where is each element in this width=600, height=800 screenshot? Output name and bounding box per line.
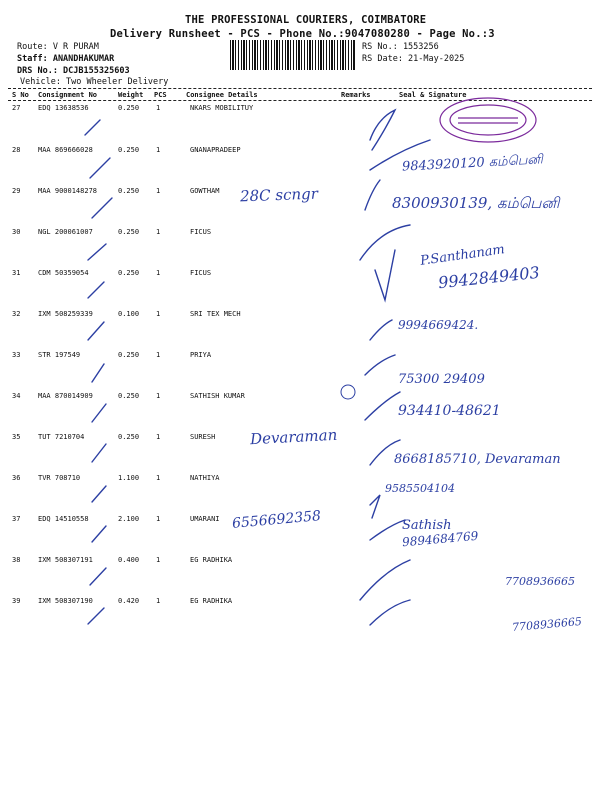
drs-number: DRS No.: DCJB155325603 xyxy=(17,66,130,76)
row-29-weight: 0.250 xyxy=(118,187,140,195)
row-34-sno: 34 xyxy=(12,392,21,400)
initials-circle xyxy=(341,385,355,399)
row-35-pcs: 1 xyxy=(156,433,161,441)
handwritten-phone-row-34: 934410-48621 xyxy=(398,403,501,419)
row-37-consignment: EDQ 14510558 xyxy=(38,515,89,523)
tick-mark xyxy=(92,364,104,382)
col-pcs: PCS xyxy=(154,91,167,99)
tick-mark xyxy=(88,322,104,340)
row-29-consignee: GOWTHAM xyxy=(190,187,220,195)
row-28-sno: 28 xyxy=(12,146,21,154)
row-31-consignment: CDM 50359054 xyxy=(38,269,89,277)
row-33-weight: 0.250 xyxy=(118,351,140,359)
handwritten-note-row-29: 28C scngr xyxy=(239,184,319,206)
col-weight: Weight xyxy=(118,91,144,99)
row-34-pcs: 1 xyxy=(156,392,161,400)
tick-mark xyxy=(90,158,110,178)
tick-mark xyxy=(88,282,104,298)
row-29-sno: 29 xyxy=(12,187,21,195)
row-27-pcs: 1 xyxy=(156,104,161,112)
row-28-weight: 0.250 xyxy=(118,146,140,154)
rs-number: RS No.: 1553256 xyxy=(362,42,439,52)
handwritten-name-row-31: P.Santhanam xyxy=(419,242,506,269)
row-27-sno: 27 xyxy=(12,104,21,112)
row-31-consignee: FICUS xyxy=(190,269,212,277)
handwritten-note-row-35: Devaraman xyxy=(249,425,338,449)
row-27-consignee: NKARS MOBILITUY xyxy=(190,104,254,112)
tick-mark xyxy=(92,486,106,502)
row-32-pcs: 1 xyxy=(156,310,161,318)
handwritten-phone-row-33: 75300 29409 xyxy=(398,372,485,387)
row-34-weight: 0.250 xyxy=(118,392,140,400)
row-38-pcs: 1 xyxy=(156,556,161,564)
row-32-consignment: IXM 508259339 xyxy=(38,310,93,318)
row-35-sno: 35 xyxy=(12,433,21,441)
col-consignment: Consignment No xyxy=(38,91,98,99)
row-38-consignment: IXM 508307191 xyxy=(38,556,93,564)
handwritten-phone-row-38: 7708936665 xyxy=(505,575,575,588)
row-38-consignee: EG RADHIKA xyxy=(190,556,233,564)
row-36-pcs: 1 xyxy=(156,474,161,482)
row-39-consignee: EG RADHIKA xyxy=(190,597,233,605)
row-28-consignee: GNANAPRADEEP xyxy=(190,146,241,154)
row-30-weight: 0.250 xyxy=(118,228,140,236)
row-27-consignment: EDQ 13638536 xyxy=(38,104,89,112)
row-35-consignee: SURESH xyxy=(190,433,216,441)
rs-date: RS Date: 21-May-2025 xyxy=(362,54,465,64)
row-34-consignment: MAA 870014909 xyxy=(38,392,93,400)
row-31-sno: 31 xyxy=(12,269,21,277)
col-consignee: Consignee Details xyxy=(186,91,258,99)
col-remarks: Remarks xyxy=(341,91,371,99)
row-28-pcs: 1 xyxy=(156,146,161,154)
row-30-sno: 30 xyxy=(12,228,21,236)
tick-mark xyxy=(90,568,106,585)
row-36-consignment: TVR 708710 xyxy=(38,474,81,482)
row-37-weight: 2.100 xyxy=(118,515,140,523)
row-39-pcs: 1 xyxy=(156,597,161,605)
tick-mark xyxy=(88,608,104,624)
handwritten-phone-row-37: 9894684769 xyxy=(401,528,479,550)
row-33-consignment: STR 197549 xyxy=(38,351,81,359)
row-33-consignee: PRIYA xyxy=(190,351,212,359)
row-36-consignee: NATHIYA xyxy=(190,474,220,482)
row-30-pcs: 1 xyxy=(156,228,161,236)
row-33-sno: 33 xyxy=(12,351,21,359)
runsheet-title: Delivery Runsheet - PCS - Phone No.:9047080280 - Page No.:3 xyxy=(110,28,495,40)
row-39-sno: 39 xyxy=(12,597,21,605)
handwritten-phone-row-32: 9994669424. xyxy=(398,318,479,332)
row-29-consignment: MAA 9000148278 xyxy=(38,187,98,195)
col-sno: S No xyxy=(12,91,29,99)
row-35-weight: 0.250 xyxy=(118,433,140,441)
handwritten-name-row-37: Sathish xyxy=(402,518,452,533)
tick-mark xyxy=(92,526,106,542)
handwritten-note-row-37: 6556692358 xyxy=(231,508,322,532)
route-label: Route: V R PURAM xyxy=(17,42,99,52)
tick-mark xyxy=(85,120,100,135)
row-35-consignment: TUT 7210704 xyxy=(38,433,85,441)
handwritten-phone-row-29: 8300930139, கம்பெனி xyxy=(392,194,560,212)
row-33-pcs: 1 xyxy=(156,351,161,359)
row-38-weight: 0.400 xyxy=(118,556,140,564)
row-39-weight: 0.420 xyxy=(118,597,140,605)
row-37-pcs: 1 xyxy=(156,515,161,523)
tick-mark xyxy=(92,198,112,218)
row-32-consignee: SRI TEX MECH xyxy=(190,310,241,318)
handwritten-phone-row-39: 7708936665 xyxy=(511,614,583,635)
row-37-consignee: UMARANI xyxy=(190,515,220,523)
vehicle-label: Vehicle: Two Wheeler Delivery xyxy=(20,77,169,87)
row-32-weight: 0.100 xyxy=(118,310,140,318)
col-seal-signature: Seal & Signature xyxy=(399,91,467,99)
handwritten-phone-row-28: 9843920120 கம்பெனி xyxy=(401,152,544,175)
row-31-pcs: 1 xyxy=(156,269,161,277)
seal-stamp xyxy=(440,98,536,142)
row-32-sno: 32 xyxy=(12,310,21,318)
row-30-consignee: FICUS xyxy=(190,228,212,236)
row-29-pcs: 1 xyxy=(156,187,161,195)
tick-mark xyxy=(88,244,106,260)
row-39-consignment: IXM 508307190 xyxy=(38,597,93,605)
company-name: THE PROFESSIONAL COURIERS, COIMBATORE xyxy=(185,14,427,26)
row-31-weight: 0.250 xyxy=(118,269,140,277)
staff-label: Staff: ANANDHAKUMAR xyxy=(17,54,115,64)
handwritten-phone-row-36b: 9585504104 xyxy=(385,482,455,495)
row-36-sno: 36 xyxy=(12,474,21,482)
handwritten-phone-row-31: 9942849403 xyxy=(437,262,541,293)
row-36-weight: 1.100 xyxy=(118,474,140,482)
row-27-weight: 0.250 xyxy=(118,104,140,112)
tick-mark xyxy=(92,404,106,422)
row-28-consignment: MAA 869666028 xyxy=(38,146,93,154)
tick-mark xyxy=(92,444,106,462)
row-30-consignment: NGL 200061007 xyxy=(38,228,93,236)
row-38-sno: 38 xyxy=(12,556,21,564)
handwritten-phone-row-36: 8668185710, Devaraman xyxy=(394,452,561,467)
row-34-consignee: SATHISH KUMAR xyxy=(190,392,245,400)
row-37-sno: 37 xyxy=(12,515,21,523)
